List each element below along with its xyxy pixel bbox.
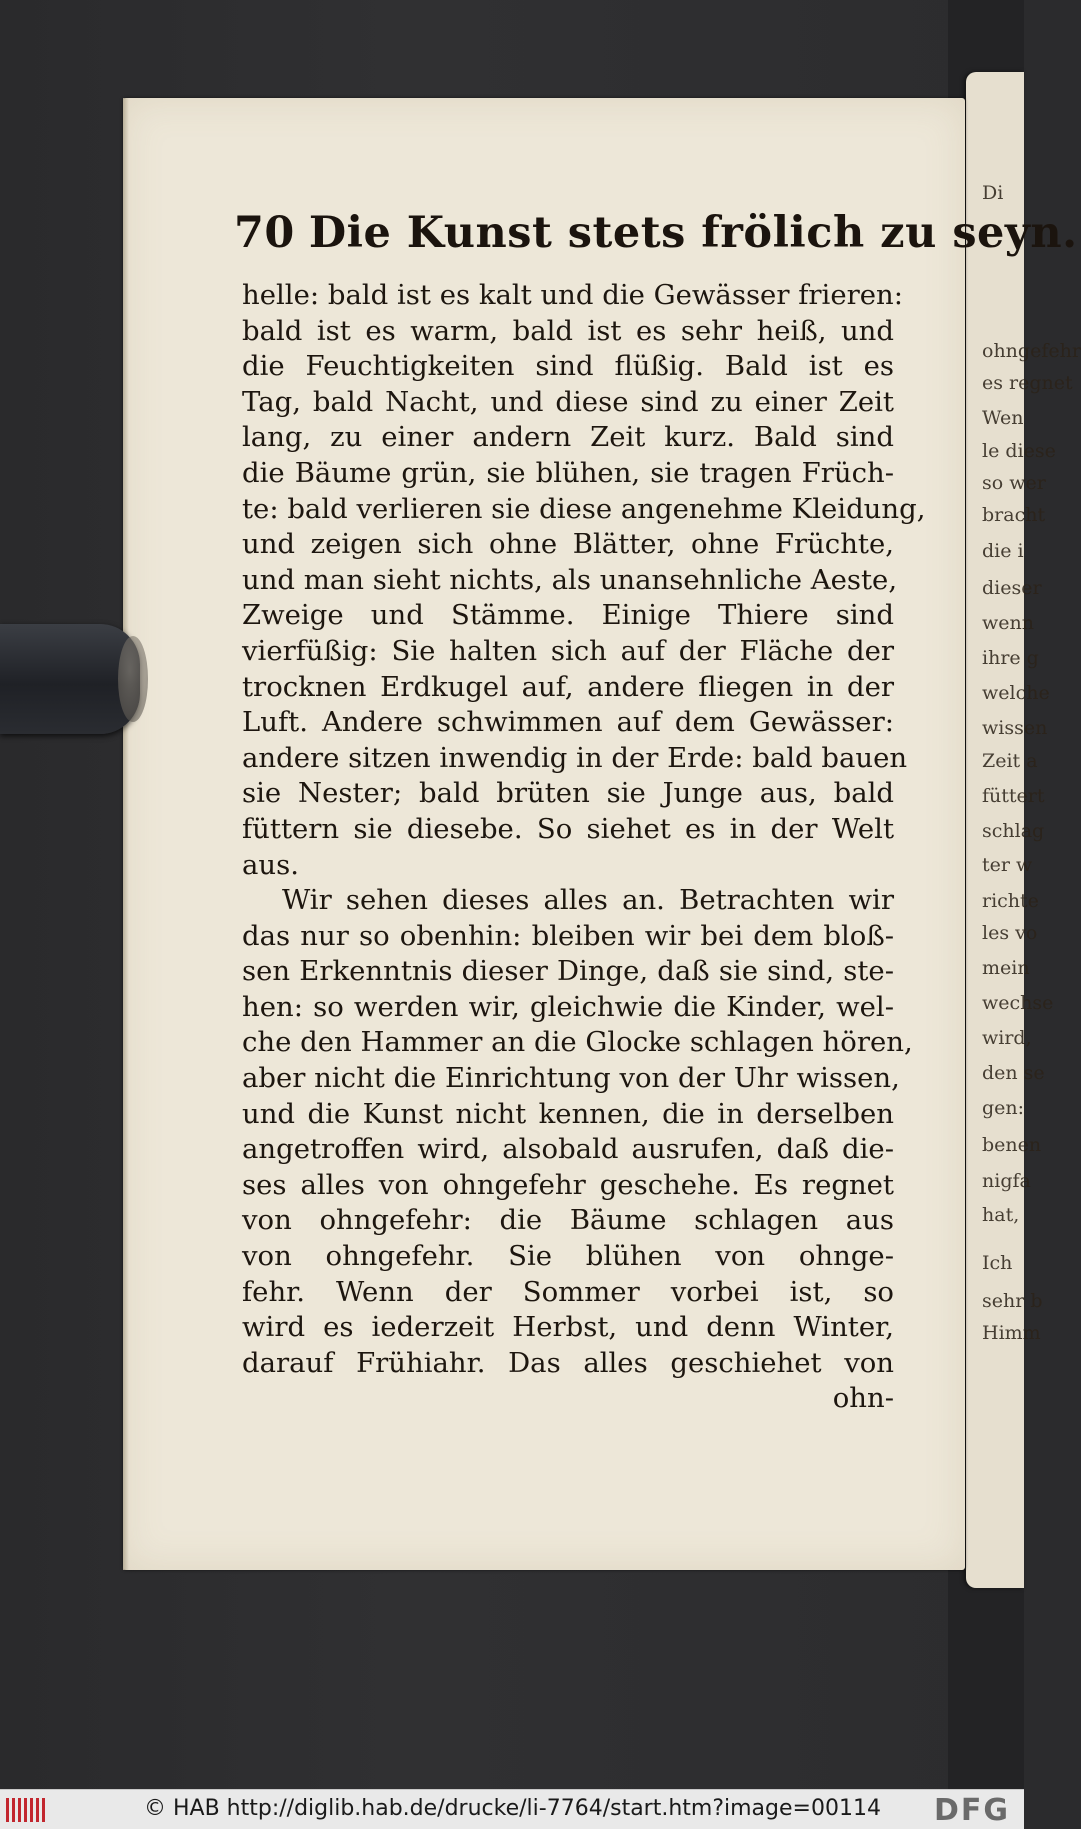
next-page-fragment: es regnet (982, 372, 1073, 394)
next-page-fragment: wechse (982, 992, 1054, 1014)
text-line: fehr. Wenn der Sommer vorbei ist, so (242, 1275, 894, 1308)
next-page-fragment: mein (982, 957, 1030, 979)
next-page-fragment: welche (982, 682, 1050, 704)
text-line: von ohngefehr. Sie blühen von ohnge- (242, 1240, 894, 1273)
next-page-fragment: ohngefehr (982, 340, 1081, 362)
text-line: von ohngefehr: die Bäume schlagen aus (242, 1204, 894, 1237)
next-page-fragment: Himm (982, 1322, 1041, 1344)
next-page-fragment: wissen (982, 717, 1048, 739)
footer-source-link[interactable]: © HAB http://diglib.hab.de/drucke/li-7764/start.htm?image=00114 (144, 1796, 881, 1821)
next-page-fragment: füttert (982, 785, 1045, 807)
next-page-fragment: le diese (982, 440, 1056, 462)
next-page-fragment: wird, (982, 1027, 1032, 1049)
text-line: die Feuchtigkeiten sind flüßig. Bald ist es (242, 350, 894, 383)
next-page-fragment: dieser (982, 577, 1042, 599)
text-line: Zweige und Stämme. Einige Thiere sind (242, 599, 894, 632)
text-line: sie Nester; bald brüten sie Junge aus, bald (242, 777, 894, 810)
next-page-fragment: gen: (982, 1097, 1025, 1119)
text-line: vierfüßig: Sie halten sich auf der Fläche der (242, 634, 894, 667)
running-header (234, 208, 1078, 258)
text-line: darauf Frühiahr. Das alles geschiehet von (242, 1346, 894, 1379)
next-page-fragment: ter w (982, 854, 1033, 876)
text-line: che den Hammer an die Glocke schlagen hören, (242, 1026, 913, 1059)
next-page-fragment: die i (982, 540, 1024, 562)
text-line: Luft. Andere schwimmen auf dem Gewässer: (242, 706, 894, 739)
text-line: und man sieht nichts, als unansehnliche Aeste, (242, 563, 898, 596)
text-line: wird es iederzeit Herbst, und denn Winter, (242, 1311, 894, 1344)
text-line: und die Kunst nicht kennen, die in derselben (242, 1097, 894, 1130)
next-page-fragment: ihre g (982, 647, 1039, 669)
next-page-fragment: schlag (982, 820, 1045, 842)
catchword: ohn- (832, 1382, 894, 1415)
next-page-edge (966, 72, 1081, 1588)
text-line: Tag, bald Nacht, und diese sind zu einer Zeit (242, 385, 894, 418)
next-page-fragment: nigfa (982, 1170, 1031, 1192)
text-line: ses alles von ohngefehr geschehe. Es regnet (242, 1168, 894, 1201)
text-line: trocknen Erdkugel auf, andere fliegen in der (242, 670, 894, 703)
text-line: Wir sehen dieses alles an. Betrachten wir (282, 884, 894, 917)
footer-bar (0, 1789, 1024, 1829)
text-line: bald ist es warm, bald ist es sehr heiß, und (242, 314, 894, 347)
next-page-fragment: wenn (982, 612, 1034, 634)
next-page-fragment: les vo (982, 922, 1038, 944)
hab-logo-icon (6, 1798, 46, 1822)
page-clip (0, 624, 140, 734)
next-page-fragment: Wen (982, 407, 1024, 429)
next-page-fragment: sehr b (982, 1290, 1043, 1312)
next-page-fragment: Zeit a (982, 750, 1038, 772)
body-text (242, 278, 926, 1417)
next-page-fragment: Di (982, 182, 1004, 204)
next-page-fragment: Ich (982, 1252, 1013, 1274)
text-line: die Bäume grün, sie blühen, sie tragen Früch- (242, 456, 894, 489)
text-line: angetroffen wird, alsobald ausrufen, daß die- (242, 1133, 894, 1166)
text-line: das nur so obenhin: bleiben wir bei dem bloß- (242, 919, 894, 952)
text-line: aus. (242, 848, 299, 881)
page-number: 70 (234, 208, 295, 258)
text-line: helle: bald ist es kalt und die Gewässer frieren: (242, 279, 904, 311)
text-line: füttern sie diesebe. So siehet es in der Welt (242, 812, 894, 845)
text-line: sen Erkenntnis dieser Dinge, daß sie sind, ste- (242, 955, 894, 988)
next-page-fragment: hat, (982, 1204, 1020, 1226)
next-page-fragment: bracht (982, 504, 1046, 526)
text-line: aber nicht die Einrichtung von der Uhr wissen, (242, 1062, 900, 1095)
next-page-fragment: so wer (982, 472, 1046, 494)
text-line: andere sitzen inwendig in der Erde: bald bauen (242, 741, 908, 774)
running-title: Die Kunst stets frölich zu seyn. (308, 208, 1078, 258)
text-line: hen: so werden wir, gleichwie die Kinder, wel- (242, 990, 894, 1023)
dfg-logo: DFG (933, 1793, 1010, 1828)
next-page-fragment: richte (982, 890, 1039, 912)
text-line: te: bald verlieren sie diese angenehme Kleidung, (242, 492, 926, 525)
text-line: und zeigen sich ohne Blätter, ohne Früchte, (242, 528, 894, 561)
text-line: lang, zu einer andern Zeit kurz. Bald sind (242, 421, 894, 454)
next-page-fragment: den se (982, 1062, 1045, 1084)
next-page-fragment: benen (982, 1134, 1042, 1156)
